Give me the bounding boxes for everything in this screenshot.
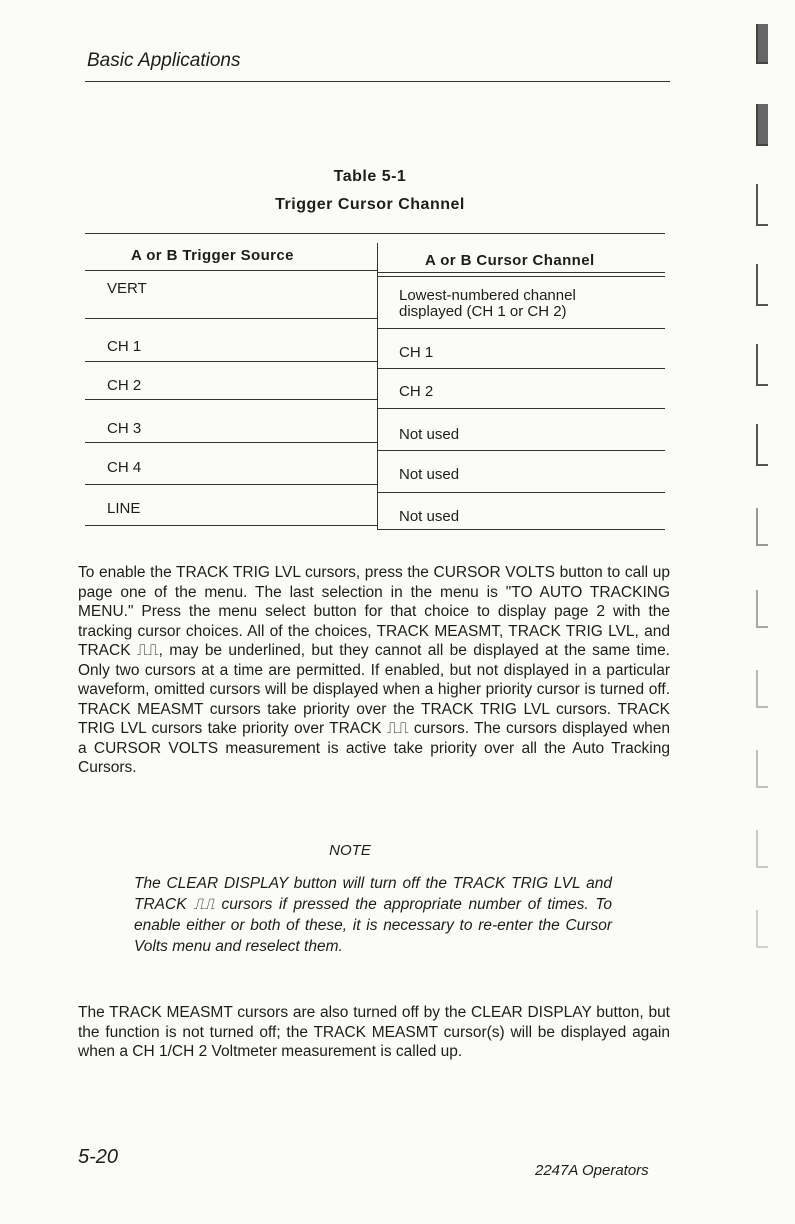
- table-row-source: CH 1: [107, 338, 142, 355]
- column-header-cursor-channel: A or B Cursor Channel: [425, 252, 595, 269]
- row-rule: [85, 442, 377, 443]
- row-rule: [377, 450, 665, 451]
- edge-tab-mark: [756, 590, 768, 628]
- edge-tab-mark: [756, 104, 768, 146]
- table-row-source: LINE: [107, 500, 141, 517]
- document-name: 2247A Operators: [535, 1162, 649, 1179]
- table-row-channel-line2: displayed (CH 1 or CH 2): [399, 303, 567, 320]
- table-bottom-rule-left: [85, 525, 377, 526]
- table-row-channel: CH 1: [399, 344, 434, 361]
- table-row-channel: Not used: [399, 466, 460, 483]
- row-rule: [85, 318, 377, 319]
- edge-tab-mark: [756, 750, 768, 788]
- table-row-source: CH 2: [107, 377, 142, 394]
- table-row-source: CH 4: [107, 459, 142, 476]
- section-title: Basic Applications: [87, 50, 241, 71]
- row-rule: [85, 399, 377, 400]
- row-rule: [377, 408, 665, 409]
- table-bottom-rule-right: [377, 529, 665, 530]
- edge-tab-mark: [756, 344, 768, 386]
- table-top-rule: [85, 233, 665, 234]
- body-paragraph-2: The TRACK MEASMT cursors are also turned off by the CLEAR DISPLAY button, but the function is not turned off; the TRACK MEASMT cursor(s) will be displayed again when a CH 1/CH 2 Voltmeter measurement is called up.: [78, 1004, 670, 1060]
- row-rule: [85, 361, 377, 362]
- edge-tab-mark: [756, 508, 768, 546]
- note-heading: NOTE: [329, 842, 371, 859]
- edge-tab-mark: [756, 830, 768, 868]
- table-row-channel: Not used: [399, 508, 460, 525]
- header-rule: [85, 81, 670, 82]
- row-rule: [85, 484, 377, 485]
- table-row-source: CH 3: [107, 420, 142, 437]
- trigger-cursor-table: [85, 233, 665, 529]
- table-title: Trigger Cursor Channel: [275, 196, 465, 213]
- header-rule-left: [85, 270, 377, 271]
- body-paragraph-1: To enable the TRACK TRIG LVL cursors, press the CURSOR VOLTS button to call up page one of the menu. The last selection in the menu is "TO AUTO TRACKING MENU." Press the menu select button for that choice to display page 2 with the tracking cursor choices. All of the choices, TRACK MEASMT, TRACK TRIG LVL, and TRACK ⎍⎍, may be underlined, but they cannot all be displayed at the same time. Only two cursors at a time are permitted. If enabled, but not displayed in a particular waveform, omitted cursors will be displayed when a higher priority cursor is turned off. TRACK MEASMT cursors take priority over the TRACK TRIG LVL cursors. TRACK TRIG LVL cursors take priority over TRACK ⎍⎍ cursors. The cursors displayed when a CURSOR VOLTS measurement is active take priority over all the Auto Tracking Cursors.: [78, 564, 670, 776]
- table-row-channel: CH 2: [399, 383, 434, 400]
- row-rule: [377, 492, 665, 493]
- edge-tab-mark: [756, 424, 768, 466]
- page-number: 5-20: [78, 1146, 119, 1168]
- column-header-trigger-source: A or B Trigger Source: [131, 247, 294, 264]
- note-text: The CLEAR DISPLAY button will turn off the TRACK TRIG LVL and TRACK ⎍⎍ cursors if pressed the appropriate number of times. To enable either or both of these, it is necessary to re-enter the Cursor Volts menu and reselect them.: [134, 875, 612, 955]
- page-edge-thumb-tabs: [738, 18, 795, 1218]
- header-rule-right-2: [377, 276, 665, 277]
- table-number: Table 5-1: [333, 168, 407, 185]
- table-row-channel: Lowest-numbered channel: [399, 287, 576, 304]
- edge-tab-mark: [756, 184, 768, 226]
- header-rule-right-1: [377, 272, 665, 273]
- edge-tab-mark: [756, 264, 768, 306]
- table-row-channel: Not used: [399, 426, 460, 443]
- edge-tab-mark: [756, 24, 768, 64]
- edge-tab-mark: [756, 910, 768, 948]
- row-rule: [377, 328, 665, 329]
- edge-tab-mark: [756, 670, 768, 708]
- row-rule: [377, 368, 665, 369]
- table-row-source: VERT: [107, 280, 147, 297]
- table-column-divider: [377, 243, 378, 529]
